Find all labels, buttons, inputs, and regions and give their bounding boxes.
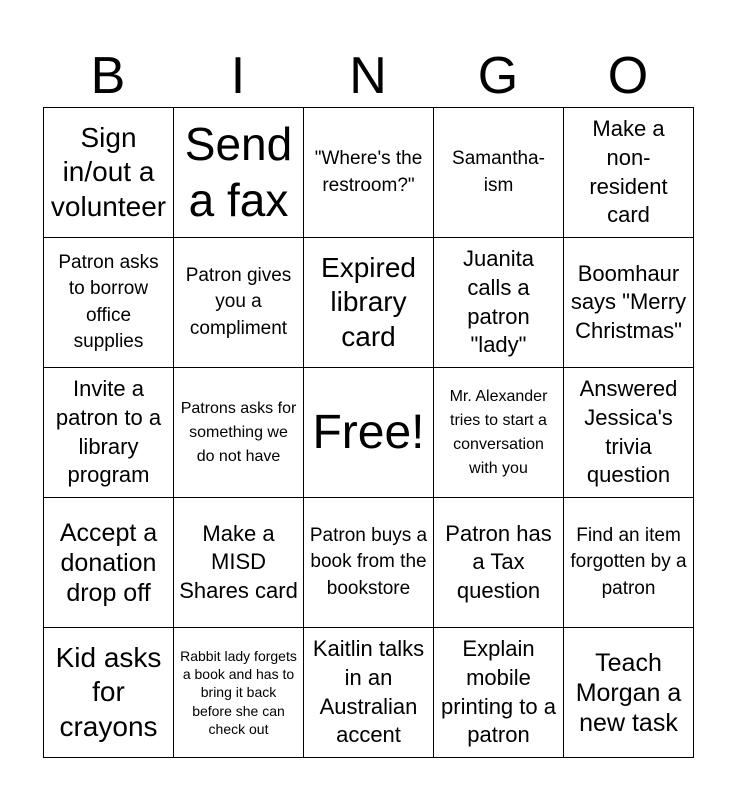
cell-text: "Where's the restroom?" xyxy=(314,148,423,196)
cell-text: Kaitlin talks in an Australian accent xyxy=(312,636,425,748)
bingo-cell[interactable] xyxy=(44,628,174,758)
bingo-cell[interactable] xyxy=(434,368,564,498)
cell-text: Patron buys a book from the bookstore xyxy=(309,525,428,599)
cell-text: Rabbit lady forgets a book and has to bring it back before she can check out xyxy=(180,648,297,737)
cell-text: Send a fax xyxy=(184,118,293,226)
bingo-header xyxy=(43,45,693,107)
cell-text: Find an item forgotten by a patron xyxy=(570,525,687,599)
header-letter-i: I xyxy=(230,47,246,105)
cell-text: Patron has a Tax question xyxy=(445,520,552,603)
bingo-cell[interactable] xyxy=(304,628,434,758)
bingo-cell[interactable] xyxy=(304,108,434,238)
bingo-cell[interactable] xyxy=(44,368,174,498)
bingo-cell[interactable] xyxy=(174,368,304,498)
cell-text: Answered Jessica's trivia question xyxy=(579,376,678,488)
bingo-cell[interactable] xyxy=(44,498,174,628)
header-letter-g: G xyxy=(477,47,519,105)
bingo-cell[interactable] xyxy=(564,108,694,238)
cell-text: Samantha-ism xyxy=(452,148,545,196)
bingo-cell[interactable] xyxy=(44,238,174,368)
bingo-cell[interactable] xyxy=(434,628,564,758)
cell-text: Mr. Alexander tries to start a conversation with you xyxy=(449,387,548,477)
cell-text: Explain mobile printing to a patron xyxy=(441,636,556,748)
cell-text: Expired library card xyxy=(321,252,416,352)
bingo-cell[interactable] xyxy=(564,628,694,758)
bingo-cell[interactable] xyxy=(434,108,564,238)
bingo-board xyxy=(43,107,694,758)
bingo-cell[interactable] xyxy=(564,238,694,368)
bingo-cell[interactable] xyxy=(564,368,694,498)
cell-text: Invite a patron to a library program xyxy=(55,376,162,488)
cell-text: Make a MISD Shares card xyxy=(179,520,298,603)
cell-text: Patron asks to borrow office supplies xyxy=(58,252,159,352)
cell-text: Teach Morgan a new task xyxy=(575,648,682,737)
header-letter-n: N xyxy=(349,47,387,105)
bingo-cell[interactable] xyxy=(434,498,564,628)
bingo-cell[interactable] xyxy=(174,628,304,758)
cell-text: Patron gives you a compliment xyxy=(185,265,292,339)
bingo-cell[interactable] xyxy=(304,498,434,628)
bingo-cell[interactable] xyxy=(434,238,564,368)
cell-text: Make a non-resident card xyxy=(589,116,668,228)
bingo-cell[interactable] xyxy=(174,108,304,238)
cell-text: Accept a donation drop off xyxy=(59,518,158,607)
cell-text: Sign in/out a volunteer xyxy=(50,122,167,222)
bingo-cell[interactable] xyxy=(564,498,694,628)
bingo-cell[interactable] xyxy=(44,108,174,238)
header-letter-o: O xyxy=(607,47,649,105)
cell-text: Patrons asks for something we do not have xyxy=(180,399,297,465)
bingo-cell[interactable] xyxy=(174,238,304,368)
free-space-text: Free! xyxy=(312,405,425,459)
cell-text: Juanita calls a patron "lady" xyxy=(463,246,534,358)
bingo-cell[interactable] xyxy=(304,238,434,368)
free-space[interactable] xyxy=(304,368,434,498)
cell-text: Kid asks for crayons xyxy=(55,642,162,742)
cell-text: Boomhaur says "Merry Christmas" xyxy=(570,260,687,343)
header-letter-b: B xyxy=(90,47,126,105)
bingo-cell[interactable] xyxy=(174,498,304,628)
